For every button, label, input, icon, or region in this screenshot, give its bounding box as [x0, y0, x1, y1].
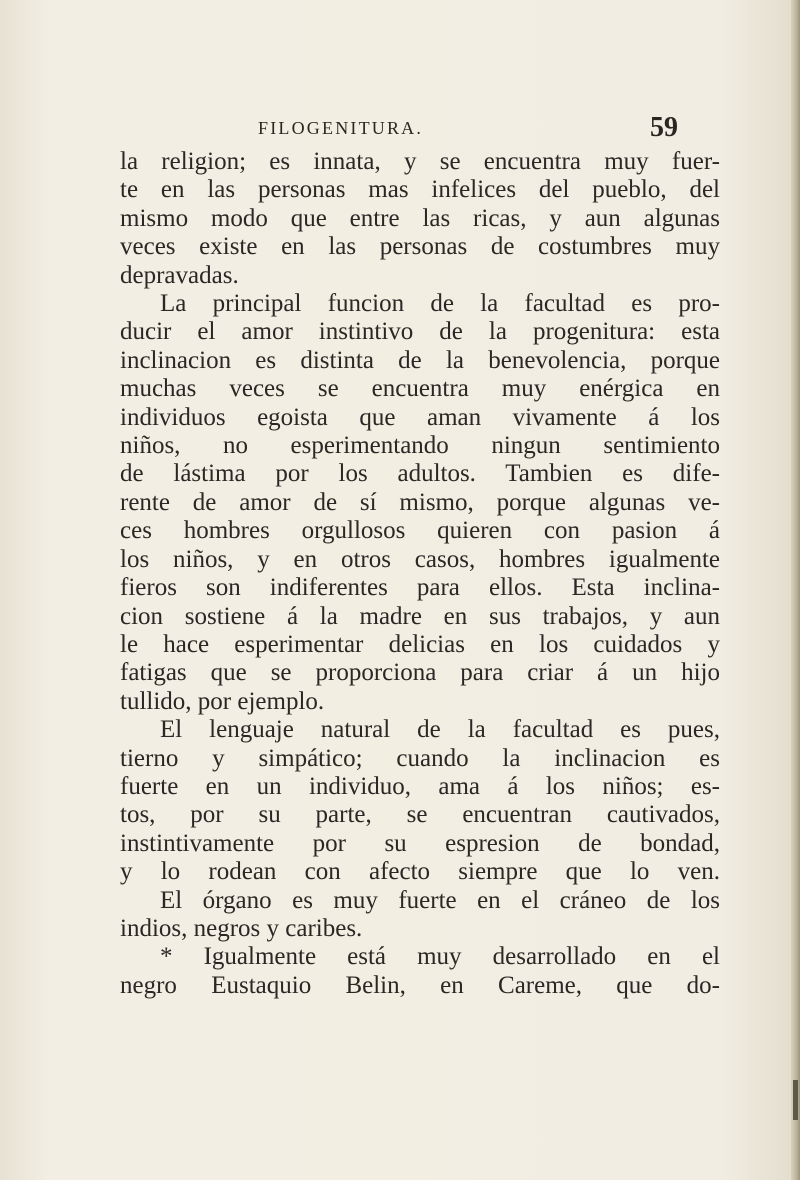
text-line: y lo rodean con afecto siempre que lo ven.	[120, 858, 720, 886]
text-line: le hace esperimentar delicias en los cuidados y	[120, 630, 720, 658]
text-line: indios, negros y caribes.	[120, 914, 363, 942]
text-line: muchas veces se encuentra muy enérgica en	[120, 375, 720, 403]
text-line: los niños, y en otros casos, hombres igualmente	[120, 545, 720, 573]
text-line: de lástima por los adultos. Tambien es dife-	[120, 460, 720, 488]
text-line: La principal funcion de la facultad es pro-	[160, 290, 720, 318]
text-line: cion sostiene á la madre en sus trabajos, y aun	[120, 602, 720, 630]
text-line: niños, no esperimentando ningun sentimiento	[120, 432, 720, 460]
text-line: ducir el amor instintivo de la progenitura: esta	[120, 318, 720, 346]
text-line: fuerte en un individuo, ama á los niños; es-	[120, 772, 720, 800]
text-line: rente de amor de sí mismo, porque algunas ve-	[120, 488, 720, 516]
text-line: veces existe en las personas de costumbres muy	[120, 233, 720, 261]
text-line: individuos egoista que aman vivamente á los	[120, 403, 720, 431]
text-line: El órgano es muy fuerte en el cráneo de los	[160, 886, 720, 914]
text-line: mismo modo que entre las ricas, y aun algunas	[120, 204, 720, 232]
text-line: inclinacion es distinta de la benevolencia, porque	[120, 346, 720, 374]
text-line: fatigas que se proporciona para criar á un hijo	[120, 659, 720, 687]
text-line: la religion; es innata, y se encuentra muy fuer-	[120, 148, 720, 175]
footnote-line: negro Eustaquio Belin, en Careme, que do-	[120, 971, 720, 999]
text-line: tullido, por ejemplo.	[120, 687, 325, 715]
body-text	[120, 148, 720, 1000]
text-line: tierno y simpático; cuando la inclinacion es	[120, 744, 720, 772]
text-line: fieros son indiferentes para ellos. Esta inclina-	[120, 574, 720, 602]
text-line: depravadas.	[120, 261, 239, 289]
text-line: El lenguaje natural de la facultad es pues,	[160, 716, 720, 744]
text-line: te en las personas mas infelices del pueblo, del	[120, 176, 720, 204]
text-line: instintivamente por su espresion de bondad,	[120, 829, 720, 857]
page-header	[258, 112, 678, 148]
page-edge	[791, 0, 800, 1180]
running-title: FILOGENITURA.	[258, 118, 424, 138]
page-number: 59	[650, 112, 678, 143]
text-line: tos, por su parte, se encuentran cautivados,	[120, 801, 720, 829]
footnote-line: * Igualmente está muy desarrollado en el	[160, 943, 720, 971]
edge-mark	[793, 1080, 798, 1120]
text-line: ces hombres orgullosos quieren con pasion á	[120, 517, 720, 545]
